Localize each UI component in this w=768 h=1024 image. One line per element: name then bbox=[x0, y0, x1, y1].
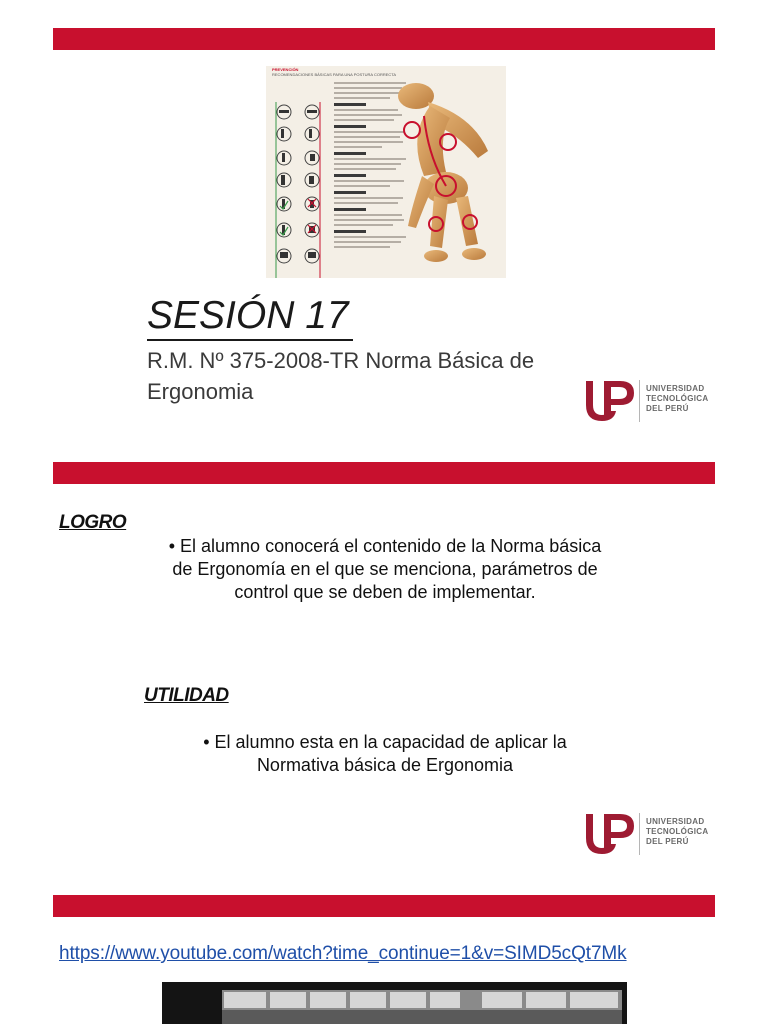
utilidad-heading: UTILIDAD bbox=[144, 685, 229, 706]
logro-bullet bbox=[125, 535, 645, 604]
session-subtitle: R.M. Nº 375-2008-TR Norma Básica de Ergonomia bbox=[147, 348, 535, 404]
logro-bullet-line1: • El alumno conocerá el contenido de la Norma básica bbox=[168, 536, 602, 556]
posture-icons-column bbox=[268, 102, 330, 278]
posture-infographic bbox=[266, 66, 506, 278]
utp-logo-slide2 bbox=[584, 810, 719, 858]
slide1-top-bar bbox=[53, 28, 715, 50]
logro-heading: LOGRO bbox=[59, 512, 127, 533]
utilidad-bullet bbox=[150, 731, 620, 777]
video-still-image bbox=[162, 982, 627, 1024]
video-thumbnail[interactable] bbox=[162, 982, 627, 1024]
youtube-video-link[interactable]: https://www.youtube.com/watch?time_continue=1&v=SIMD5cQt7Mk bbox=[59, 943, 627, 964]
utilidad-bullet-line1: • El alumno esta en la capacidad de aplicar la bbox=[203, 732, 567, 752]
logro-bullet-line2: de Ergonomía en el que se menciona, parámetros de bbox=[172, 559, 598, 579]
utp-logo-mark bbox=[584, 810, 636, 858]
logro-bullet-line3: control que se deben de implementar. bbox=[234, 582, 536, 602]
session-title: SESIÓN 17 bbox=[147, 293, 353, 341]
infographic-heading: RECOMENDACIONES BÁSICAS PARA UNA POSTURA CORRECTA bbox=[272, 72, 397, 77]
slide2-top-bar bbox=[53, 462, 715, 484]
utp-logo-text: UNIVERSIDAD TECNOLÓGICA DEL PERÚ bbox=[646, 384, 709, 413]
utp-logo bbox=[584, 377, 719, 425]
infographic-kicker: PREVENCIÓN bbox=[272, 67, 299, 72]
wooden-mannequin-figure bbox=[338, 76, 506, 276]
utp-logo-mark bbox=[584, 377, 636, 425]
utilidad-bullet-line2: Normativa básica de Ergonomia bbox=[256, 755, 514, 775]
utp-logo-text: UNIVERSIDAD TECNOLÓGICA DEL PERÚ bbox=[646, 817, 709, 846]
slide3-top-bar bbox=[53, 895, 715, 917]
